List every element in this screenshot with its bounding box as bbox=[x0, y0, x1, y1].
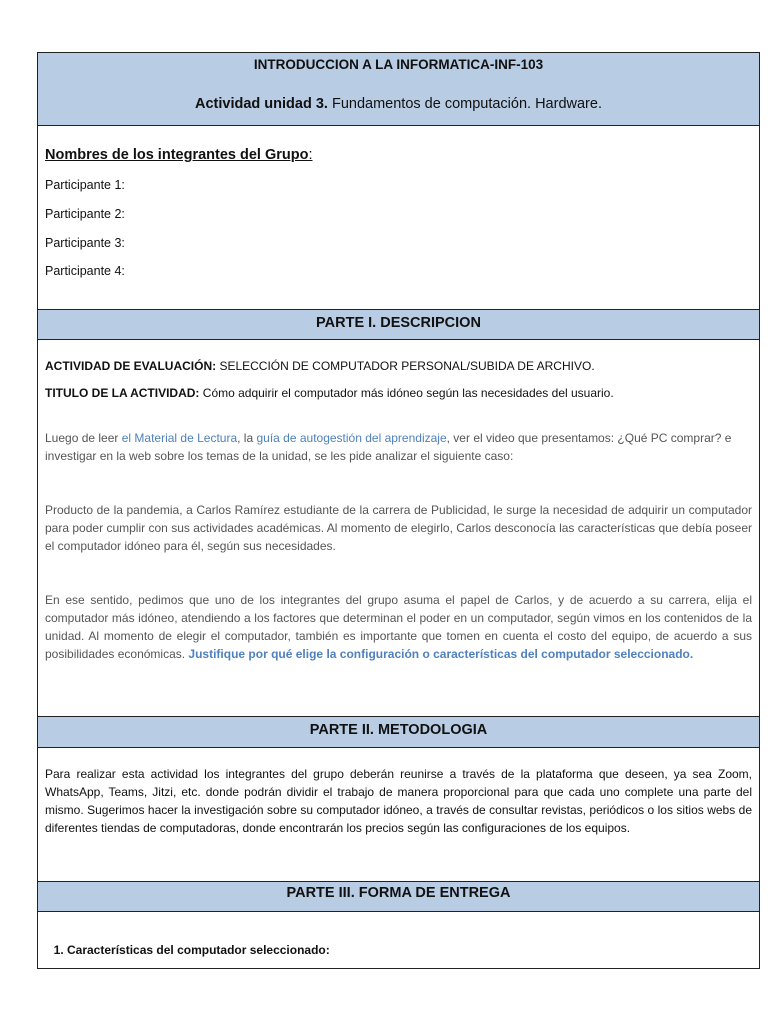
intro-text-c: , ver el video que presentamos: bbox=[446, 431, 618, 445]
intro-paragraph bbox=[45, 429, 752, 465]
self-management-guide-link[interactable]: guía de autogestión del aprendizaje bbox=[256, 431, 447, 445]
part1-heading: PARTE I. DESCRIPCION bbox=[38, 309, 759, 340]
evaluation-text: SELECCIÓN DE COMPUTADOR PERSONAL/SUBIDA DE ARCHIVO. bbox=[216, 359, 595, 373]
participant-2-label: Participante 2: bbox=[45, 207, 125, 221]
activity-subject: Fundamentos de computación. Hardware. bbox=[327, 96, 602, 112]
activity-document bbox=[37, 52, 760, 969]
delivery-list bbox=[45, 941, 752, 959]
case-paragraph-1: Producto de la pandemia, a Carlos Ramírez estudiante de la carrera de Publicidad, le surge la necesidad de adquirir un computador para poder cumplir con sus actividades académicas. Al momento de elegirlo, Carlos desconocía las características que debía poseer el computador idóneo para él, según sus necesidades. bbox=[45, 503, 752, 553]
case-paragraph-2-text: En ese sentido, pedimos que uno de los integrantes del grupo asuma el papel de Carlos, y de acuerdo a su carrera, elija el computador más idóneo, atendiendo a los factores que determinan el poder en un computador, según vimos en los contenidos de la unidad. Al momento de elegir el computador, también es importante que tomen en cuenta el costo del equipo, de acuerdo a sus posibilidades económicas. bbox=[45, 593, 752, 661]
participant-3-label: Participante 3: bbox=[45, 236, 125, 250]
methodology-paragraph: Para realizar esta actividad los integrantes del grupo deberán reunirse a través de la plataforma que deseen, ya sea Zoom, WhatsApp, Teams, Jitzi, etc. donde podrán dividir el trabajo de manera proporcional para que cada uno complete una parte del mismo. Sugerimos hacer la investigación sobre su computador idóneo, a través de consultar revistas, periódicos o los sitios webs de diferentes tiendas de computadoras, donde encontrarán los precios según las configuraciones de los equipos. bbox=[45, 767, 752, 835]
group-title-colon: : bbox=[308, 147, 313, 163]
case-paragraph-2 bbox=[45, 591, 752, 663]
participant-4-label: Participante 4: bbox=[45, 264, 125, 278]
video-title: ¿Qué PC comprar? bbox=[617, 431, 722, 445]
evaluation-label: ACTIVIDAD DE EVALUACIÓN: bbox=[45, 359, 217, 373]
activity-title-label: TITULO DE LA ACTIVIDAD: bbox=[45, 386, 200, 400]
intro-text-a: Luego de leer bbox=[45, 431, 122, 445]
course-title: INTRODUCCION A LA INFORMATICA-INF-103 bbox=[253, 57, 544, 72]
participant-1-label: Participante 1: bbox=[45, 178, 125, 192]
part2-heading: PARTE II. METODOLOGIA bbox=[38, 716, 759, 748]
reading-material-link[interactable]: el Material de Lectura bbox=[121, 431, 238, 445]
evaluation-activity-line bbox=[45, 357, 752, 375]
activity-title-text: Cómo adquirir el computador más idóneo según las necesidades del usuario. bbox=[199, 386, 614, 400]
group-members-title bbox=[45, 146, 752, 164]
justify-instruction: Justifique por qué elige la configuración o características del computador seleccionado. bbox=[188, 647, 694, 661]
group-title-text: Nombres de los integrantes del Grupo bbox=[45, 147, 309, 163]
activity-label: Actividad unidad 3. bbox=[195, 96, 328, 112]
intro-text-d: e investigar en la web sobre los temas de la unidad, se les pide analizar el siguiente caso: bbox=[45, 431, 732, 463]
document-header bbox=[38, 53, 759, 126]
part3-heading: PARTE III. FORMA DE ENTREGA bbox=[38, 881, 759, 912]
activity-title-line bbox=[45, 384, 752, 402]
delivery-list-item: 1. Características del computador seleccionado: bbox=[67, 941, 752, 959]
activity-title bbox=[38, 96, 759, 112]
intro-text-b: , la bbox=[237, 431, 257, 445]
